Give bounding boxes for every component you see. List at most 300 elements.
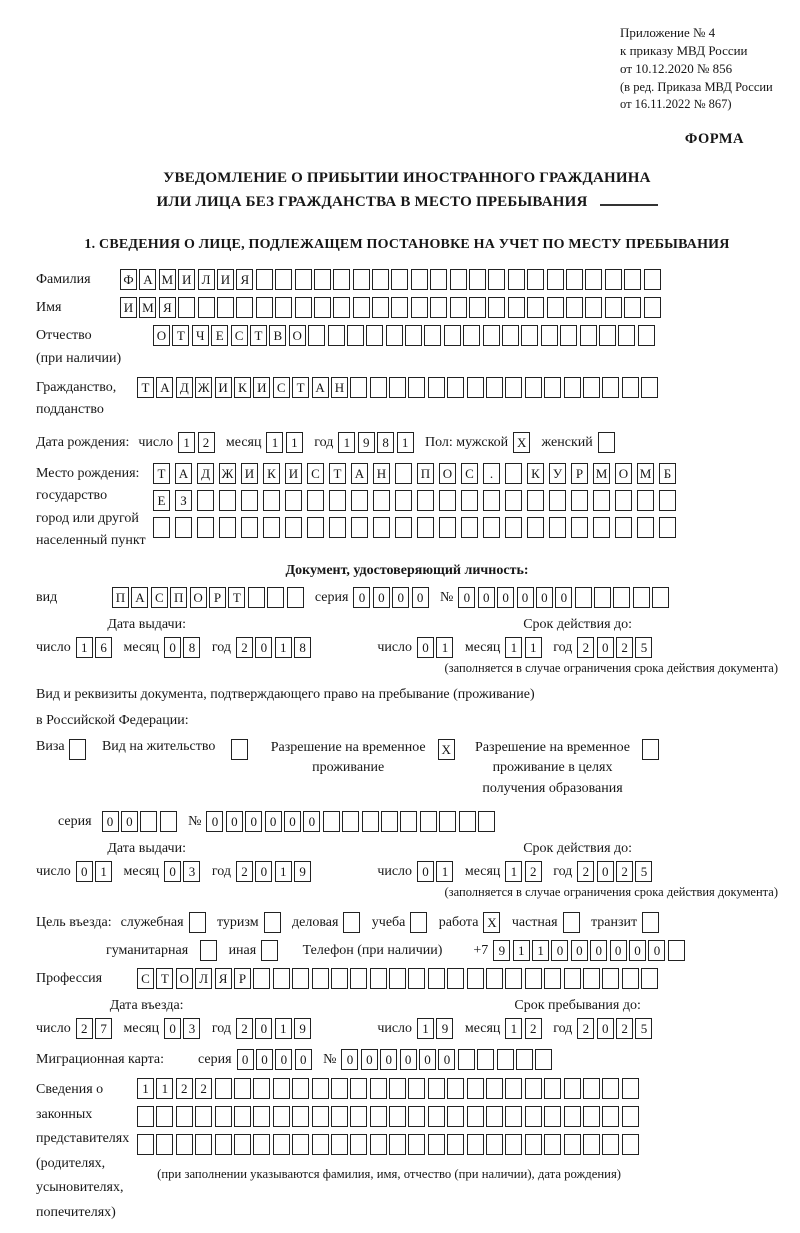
birth-place-row3[interactable] bbox=[153, 517, 681, 538]
char-cell[interactable]: О bbox=[153, 325, 170, 346]
char-cell[interactable] bbox=[447, 1134, 464, 1155]
char-cell[interactable]: Т bbox=[153, 463, 170, 484]
char-cell[interactable] bbox=[389, 1134, 406, 1155]
char-cell[interactable]: 0 bbox=[517, 587, 534, 608]
char-cell[interactable] bbox=[594, 587, 611, 608]
patronymic-cells[interactable] bbox=[153, 325, 657, 346]
char-cell[interactable]: М bbox=[637, 463, 654, 484]
char-cell[interactable]: X bbox=[513, 432, 530, 453]
char-cell[interactable]: М bbox=[139, 297, 156, 318]
doc-series-cells[interactable] bbox=[353, 587, 431, 608]
char-cell[interactable] bbox=[395, 517, 412, 538]
char-cell[interactable] bbox=[370, 1134, 387, 1155]
char-cell[interactable] bbox=[198, 297, 215, 318]
char-cell[interactable] bbox=[525, 968, 542, 989]
char-cell[interactable] bbox=[544, 968, 561, 989]
char-cell[interactable]: Т bbox=[250, 325, 267, 346]
char-cell[interactable] bbox=[323, 811, 340, 832]
char-cell[interactable] bbox=[615, 517, 632, 538]
char-cell[interactable] bbox=[408, 377, 425, 398]
residence-issue-year-cells[interactable] bbox=[236, 861, 314, 882]
char-cell[interactable]: 0 bbox=[206, 811, 223, 832]
char-cell[interactable]: Ч bbox=[192, 325, 209, 346]
char-cell[interactable] bbox=[219, 490, 236, 511]
char-cell[interactable]: Т bbox=[156, 968, 173, 989]
char-cell[interactable]: 6 bbox=[95, 637, 112, 658]
char-cell[interactable]: Б bbox=[659, 463, 676, 484]
char-cell[interactable] bbox=[483, 490, 500, 511]
char-cell[interactable]: 2 bbox=[577, 1018, 594, 1039]
char-cell[interactable] bbox=[560, 325, 577, 346]
char-cell[interactable] bbox=[508, 269, 525, 290]
char-cell[interactable] bbox=[563, 912, 580, 933]
char-cell[interactable] bbox=[575, 587, 592, 608]
char-cell[interactable] bbox=[395, 490, 412, 511]
char-cell[interactable] bbox=[580, 325, 597, 346]
char-cell[interactable]: О bbox=[615, 463, 632, 484]
char-cell[interactable]: 0 bbox=[303, 811, 320, 832]
char-cell[interactable]: 0 bbox=[295, 1049, 312, 1070]
char-cell[interactable] bbox=[389, 377, 406, 398]
char-cell[interactable] bbox=[386, 325, 403, 346]
char-cell[interactable] bbox=[350, 377, 367, 398]
char-cell[interactable] bbox=[505, 1134, 522, 1155]
char-cell[interactable] bbox=[370, 1106, 387, 1127]
char-cell[interactable] bbox=[633, 587, 650, 608]
char-cell[interactable]: 1 bbox=[436, 861, 453, 882]
purpose-transit-checkbox[interactable] bbox=[642, 912, 661, 933]
char-cell[interactable]: Ж bbox=[219, 463, 236, 484]
char-cell[interactable]: 0 bbox=[590, 940, 607, 961]
char-cell[interactable] bbox=[583, 377, 600, 398]
char-cell[interactable] bbox=[428, 968, 445, 989]
legal-reps-row1[interactable] bbox=[137, 1078, 641, 1099]
char-cell[interactable] bbox=[195, 1106, 212, 1127]
char-cell[interactable] bbox=[178, 297, 195, 318]
char-cell[interactable]: 2 bbox=[76, 1018, 93, 1039]
char-cell[interactable] bbox=[353, 297, 370, 318]
char-cell[interactable]: 0 bbox=[164, 1018, 181, 1039]
char-cell[interactable] bbox=[389, 1106, 406, 1127]
char-cell[interactable] bbox=[477, 1049, 494, 1070]
char-cell[interactable]: К bbox=[234, 377, 251, 398]
char-cell[interactable] bbox=[263, 517, 280, 538]
char-cell[interactable] bbox=[295, 297, 312, 318]
char-cell[interactable] bbox=[333, 269, 350, 290]
char-cell[interactable] bbox=[156, 1134, 173, 1155]
issue-day-cells[interactable] bbox=[76, 637, 115, 658]
char-cell[interactable]: 0 bbox=[555, 587, 572, 608]
char-cell[interactable] bbox=[478, 811, 495, 832]
birth-day-cells[interactable] bbox=[178, 432, 217, 453]
char-cell[interactable]: 2 bbox=[616, 637, 633, 658]
char-cell[interactable] bbox=[417, 490, 434, 511]
char-cell[interactable] bbox=[389, 968, 406, 989]
char-cell[interactable] bbox=[156, 1106, 173, 1127]
char-cell[interactable] bbox=[583, 1106, 600, 1127]
char-cell[interactable] bbox=[605, 297, 622, 318]
char-cell[interactable] bbox=[486, 1078, 503, 1099]
char-cell[interactable]: И bbox=[241, 463, 258, 484]
char-cell[interactable] bbox=[644, 297, 661, 318]
residence-issue-month-cells[interactable] bbox=[164, 861, 203, 882]
char-cell[interactable]: 1 bbox=[95, 861, 112, 882]
char-cell[interactable] bbox=[389, 1078, 406, 1099]
char-cell[interactable]: 2 bbox=[176, 1078, 193, 1099]
char-cell[interactable] bbox=[351, 490, 368, 511]
char-cell[interactable] bbox=[275, 297, 292, 318]
char-cell[interactable] bbox=[261, 940, 278, 961]
char-cell[interactable] bbox=[350, 1078, 367, 1099]
char-cell[interactable] bbox=[197, 490, 214, 511]
char-cell[interactable] bbox=[486, 1106, 503, 1127]
temp-residence-checkbox[interactable] bbox=[438, 739, 457, 760]
char-cell[interactable]: С bbox=[461, 463, 478, 484]
char-cell[interactable] bbox=[450, 269, 467, 290]
char-cell[interactable]: 1 bbox=[338, 432, 355, 453]
char-cell[interactable] bbox=[273, 1078, 290, 1099]
char-cell[interactable]: 8 bbox=[377, 432, 394, 453]
legal-reps-row2[interactable] bbox=[137, 1106, 641, 1127]
char-cell[interactable] bbox=[370, 377, 387, 398]
char-cell[interactable] bbox=[411, 297, 428, 318]
char-cell[interactable] bbox=[622, 1106, 639, 1127]
char-cell[interactable]: X bbox=[483, 912, 500, 933]
char-cell[interactable] bbox=[467, 968, 484, 989]
char-cell[interactable] bbox=[447, 1078, 464, 1099]
char-cell[interactable]: 0 bbox=[361, 1049, 378, 1070]
char-cell[interactable]: З bbox=[175, 490, 192, 511]
char-cell[interactable] bbox=[195, 1134, 212, 1155]
purpose-official-checkbox[interactable] bbox=[189, 912, 208, 933]
char-cell[interactable] bbox=[488, 297, 505, 318]
char-cell[interactable]: 1 bbox=[156, 1078, 173, 1099]
char-cell[interactable]: С bbox=[273, 377, 290, 398]
char-cell[interactable]: 5 bbox=[635, 1018, 652, 1039]
char-cell[interactable]: 3 bbox=[183, 1018, 200, 1039]
valid-month-cells[interactable] bbox=[505, 637, 544, 658]
char-cell[interactable]: Т bbox=[292, 377, 309, 398]
char-cell[interactable] bbox=[463, 325, 480, 346]
char-cell[interactable]: И bbox=[178, 269, 195, 290]
char-cell[interactable]: 2 bbox=[236, 1018, 253, 1039]
char-cell[interactable] bbox=[408, 1106, 425, 1127]
char-cell[interactable] bbox=[350, 1106, 367, 1127]
char-cell[interactable]: 0 bbox=[245, 811, 262, 832]
char-cell[interactable] bbox=[292, 1134, 309, 1155]
char-cell[interactable]: X bbox=[438, 739, 455, 760]
char-cell[interactable]: 1 bbox=[178, 432, 195, 453]
char-cell[interactable]: 0 bbox=[417, 637, 434, 658]
char-cell[interactable] bbox=[234, 1078, 251, 1099]
char-cell[interactable] bbox=[234, 1106, 251, 1127]
char-cell[interactable] bbox=[467, 1134, 484, 1155]
char-cell[interactable] bbox=[583, 968, 600, 989]
char-cell[interactable]: 0 bbox=[121, 811, 138, 832]
char-cell[interactable] bbox=[366, 325, 383, 346]
doc-kind-cells[interactable] bbox=[112, 587, 306, 608]
char-cell[interactable] bbox=[253, 1078, 270, 1099]
char-cell[interactable] bbox=[350, 1134, 367, 1155]
char-cell[interactable] bbox=[328, 325, 345, 346]
char-cell[interactable] bbox=[525, 1106, 542, 1127]
given-name-cells[interactable] bbox=[120, 297, 663, 318]
char-cell[interactable] bbox=[273, 1106, 290, 1127]
valid-year-cells[interactable] bbox=[577, 637, 655, 658]
char-cell[interactable]: А bbox=[156, 377, 173, 398]
char-cell[interactable] bbox=[370, 1078, 387, 1099]
char-cell[interactable] bbox=[459, 811, 476, 832]
char-cell[interactable] bbox=[564, 377, 581, 398]
char-cell[interactable] bbox=[69, 739, 86, 760]
char-cell[interactable]: Е bbox=[153, 490, 170, 511]
char-cell[interactable]: 9 bbox=[436, 1018, 453, 1039]
char-cell[interactable] bbox=[391, 297, 408, 318]
char-cell[interactable]: 0 bbox=[265, 811, 282, 832]
char-cell[interactable] bbox=[373, 490, 390, 511]
char-cell[interactable] bbox=[307, 517, 324, 538]
char-cell[interactable] bbox=[644, 269, 661, 290]
phone-cells[interactable] bbox=[493, 940, 687, 961]
char-cell[interactable] bbox=[638, 325, 655, 346]
char-cell[interactable] bbox=[236, 297, 253, 318]
char-cell[interactable] bbox=[516, 1049, 533, 1070]
char-cell[interactable] bbox=[549, 517, 566, 538]
char-cell[interactable]: Н bbox=[373, 463, 390, 484]
char-cell[interactable] bbox=[331, 1106, 348, 1127]
entry-month-cells[interactable] bbox=[164, 1018, 203, 1039]
char-cell[interactable] bbox=[505, 463, 522, 484]
residence-permit-checkbox[interactable] bbox=[231, 739, 250, 760]
char-cell[interactable] bbox=[444, 325, 461, 346]
char-cell[interactable] bbox=[342, 811, 359, 832]
char-cell[interactable] bbox=[547, 269, 564, 290]
purpose-private-checkbox[interactable] bbox=[563, 912, 582, 933]
char-cell[interactable] bbox=[215, 1078, 232, 1099]
char-cell[interactable] bbox=[605, 269, 622, 290]
char-cell[interactable] bbox=[467, 377, 484, 398]
char-cell[interactable]: 8 bbox=[183, 637, 200, 658]
char-cell[interactable]: 1 bbox=[505, 1018, 522, 1039]
char-cell[interactable] bbox=[439, 811, 456, 832]
purpose-work-checkbox[interactable] bbox=[483, 912, 502, 933]
char-cell[interactable] bbox=[428, 377, 445, 398]
char-cell[interactable]: Р bbox=[571, 463, 588, 484]
char-cell[interactable] bbox=[458, 1049, 475, 1070]
char-cell[interactable]: 2 bbox=[577, 861, 594, 882]
visa-checkbox[interactable] bbox=[69, 739, 88, 760]
char-cell[interactable] bbox=[329, 490, 346, 511]
char-cell[interactable]: 1 bbox=[505, 861, 522, 882]
char-cell[interactable] bbox=[215, 1134, 232, 1155]
char-cell[interactable] bbox=[140, 811, 157, 832]
char-cell[interactable] bbox=[231, 739, 248, 760]
char-cell[interactable]: 5 bbox=[635, 861, 652, 882]
char-cell[interactable]: 9 bbox=[294, 1018, 311, 1039]
char-cell[interactable] bbox=[483, 325, 500, 346]
char-cell[interactable]: 0 bbox=[497, 587, 514, 608]
char-cell[interactable] bbox=[420, 811, 437, 832]
char-cell[interactable] bbox=[483, 517, 500, 538]
surname-cells[interactable] bbox=[120, 269, 663, 290]
char-cell[interactable] bbox=[622, 1134, 639, 1155]
char-cell[interactable]: Я bbox=[215, 968, 232, 989]
char-cell[interactable] bbox=[200, 940, 217, 961]
char-cell[interactable] bbox=[292, 968, 309, 989]
char-cell[interactable]: 8 bbox=[294, 637, 311, 658]
char-cell[interactable] bbox=[347, 325, 364, 346]
char-cell[interactable] bbox=[417, 517, 434, 538]
issue-month-cells[interactable] bbox=[164, 637, 203, 658]
entry-day-cells[interactable] bbox=[76, 1018, 115, 1039]
char-cell[interactable] bbox=[408, 1078, 425, 1099]
char-cell[interactable] bbox=[564, 968, 581, 989]
char-cell[interactable]: 1 bbox=[137, 1078, 154, 1099]
char-cell[interactable] bbox=[287, 587, 304, 608]
char-cell[interactable] bbox=[505, 968, 522, 989]
char-cell[interactable] bbox=[521, 325, 538, 346]
char-cell[interactable]: 1 bbox=[513, 940, 530, 961]
char-cell[interactable] bbox=[659, 517, 676, 538]
char-cell[interactable]: Е bbox=[211, 325, 228, 346]
char-cell[interactable] bbox=[329, 517, 346, 538]
char-cell[interactable] bbox=[527, 297, 544, 318]
citizenship-cells[interactable] bbox=[137, 377, 661, 398]
sex-female-checkbox[interactable] bbox=[598, 432, 617, 453]
char-cell[interactable] bbox=[430, 297, 447, 318]
migration-series-cells[interactable] bbox=[237, 1049, 315, 1070]
char-cell[interactable]: 7 bbox=[95, 1018, 112, 1039]
char-cell[interactable] bbox=[400, 811, 417, 832]
char-cell[interactable]: Т bbox=[137, 377, 154, 398]
birth-month-cells[interactable] bbox=[266, 432, 305, 453]
char-cell[interactable]: 1 bbox=[286, 432, 303, 453]
char-cell[interactable]: 0 bbox=[380, 1049, 397, 1070]
char-cell[interactable] bbox=[497, 1049, 514, 1070]
char-cell[interactable]: 1 bbox=[275, 861, 292, 882]
char-cell[interactable] bbox=[535, 1049, 552, 1070]
char-cell[interactable] bbox=[547, 297, 564, 318]
char-cell[interactable] bbox=[160, 811, 177, 832]
char-cell[interactable] bbox=[370, 968, 387, 989]
char-cell[interactable] bbox=[241, 517, 258, 538]
char-cell[interactable]: Р bbox=[209, 587, 226, 608]
char-cell[interactable]: Т bbox=[329, 463, 346, 484]
char-cell[interactable] bbox=[525, 1134, 542, 1155]
char-cell[interactable] bbox=[593, 490, 610, 511]
char-cell[interactable]: 2 bbox=[525, 1018, 542, 1039]
char-cell[interactable]: 0 bbox=[597, 1018, 614, 1039]
char-cell[interactable] bbox=[641, 968, 658, 989]
char-cell[interactable]: И bbox=[217, 269, 234, 290]
char-cell[interactable] bbox=[615, 490, 632, 511]
char-cell[interactable] bbox=[153, 517, 170, 538]
char-cell[interactable]: 0 bbox=[237, 1049, 254, 1070]
char-cell[interactable]: С bbox=[231, 325, 248, 346]
char-cell[interactable] bbox=[292, 1106, 309, 1127]
char-cell[interactable]: Н bbox=[331, 377, 348, 398]
char-cell[interactable] bbox=[602, 1134, 619, 1155]
char-cell[interactable] bbox=[295, 269, 312, 290]
char-cell[interactable] bbox=[253, 1106, 270, 1127]
char-cell[interactable]: 2 bbox=[616, 861, 633, 882]
char-cell[interactable] bbox=[585, 297, 602, 318]
doc-number-cells[interactable] bbox=[458, 587, 671, 608]
char-cell[interactable]: 0 bbox=[226, 811, 243, 832]
char-cell[interactable]: И bbox=[120, 297, 137, 318]
char-cell[interactable]: 0 bbox=[400, 1049, 417, 1070]
char-cell[interactable] bbox=[439, 517, 456, 538]
char-cell[interactable] bbox=[312, 1078, 329, 1099]
char-cell[interactable] bbox=[312, 968, 329, 989]
char-cell[interactable] bbox=[447, 968, 464, 989]
char-cell[interactable]: О bbox=[176, 968, 193, 989]
char-cell[interactable] bbox=[637, 490, 654, 511]
char-cell[interactable]: О bbox=[289, 325, 306, 346]
char-cell[interactable]: М bbox=[593, 463, 610, 484]
char-cell[interactable]: П bbox=[417, 463, 434, 484]
char-cell[interactable] bbox=[391, 269, 408, 290]
char-cell[interactable] bbox=[624, 297, 641, 318]
char-cell[interactable]: 0 bbox=[164, 637, 181, 658]
char-cell[interactable] bbox=[571, 490, 588, 511]
char-cell[interactable]: 1 bbox=[436, 637, 453, 658]
char-cell[interactable] bbox=[137, 1106, 154, 1127]
char-cell[interactable] bbox=[312, 1134, 329, 1155]
char-cell[interactable] bbox=[189, 912, 206, 933]
issue-year-cells[interactable] bbox=[236, 637, 314, 658]
char-cell[interactable]: Р bbox=[234, 968, 251, 989]
char-cell[interactable] bbox=[467, 1106, 484, 1127]
purpose-tourism-checkbox[interactable] bbox=[264, 912, 283, 933]
char-cell[interactable] bbox=[197, 517, 214, 538]
legal-reps-row3[interactable] bbox=[137, 1134, 641, 1155]
stay-day-cells[interactable] bbox=[417, 1018, 456, 1039]
char-cell[interactable]: 0 bbox=[648, 940, 665, 961]
char-cell[interactable] bbox=[176, 1134, 193, 1155]
char-cell[interactable] bbox=[544, 1078, 561, 1099]
char-cell[interactable] bbox=[424, 325, 441, 346]
char-cell[interactable]: С bbox=[151, 587, 168, 608]
char-cell[interactable]: 2 bbox=[577, 637, 594, 658]
migration-number-cells[interactable] bbox=[341, 1049, 554, 1070]
char-cell[interactable] bbox=[566, 269, 583, 290]
char-cell[interactable]: К bbox=[527, 463, 544, 484]
char-cell[interactable]: Д bbox=[176, 377, 193, 398]
char-cell[interactable] bbox=[275, 269, 292, 290]
char-cell[interactable]: 0 bbox=[571, 940, 588, 961]
char-cell[interactable] bbox=[602, 968, 619, 989]
char-cell[interactable] bbox=[488, 269, 505, 290]
residence-valid-day-cells[interactable] bbox=[417, 861, 456, 882]
char-cell[interactable] bbox=[541, 325, 558, 346]
birth-place-row2[interactable] bbox=[153, 490, 681, 511]
char-cell[interactable] bbox=[602, 1078, 619, 1099]
char-cell[interactable]: 0 bbox=[102, 811, 119, 832]
char-cell[interactable]: Я bbox=[236, 269, 253, 290]
char-cell[interactable] bbox=[350, 968, 367, 989]
char-cell[interactable]: В bbox=[269, 325, 286, 346]
char-cell[interactable] bbox=[544, 1134, 561, 1155]
char-cell[interactable]: 9 bbox=[358, 432, 375, 453]
char-cell[interactable]: Т bbox=[228, 587, 245, 608]
char-cell[interactable]: 1 bbox=[266, 432, 283, 453]
char-cell[interactable] bbox=[659, 490, 676, 511]
residence-valid-month-cells[interactable] bbox=[505, 861, 544, 882]
char-cell[interactable] bbox=[256, 297, 273, 318]
char-cell[interactable] bbox=[234, 1134, 251, 1155]
char-cell[interactable] bbox=[602, 377, 619, 398]
